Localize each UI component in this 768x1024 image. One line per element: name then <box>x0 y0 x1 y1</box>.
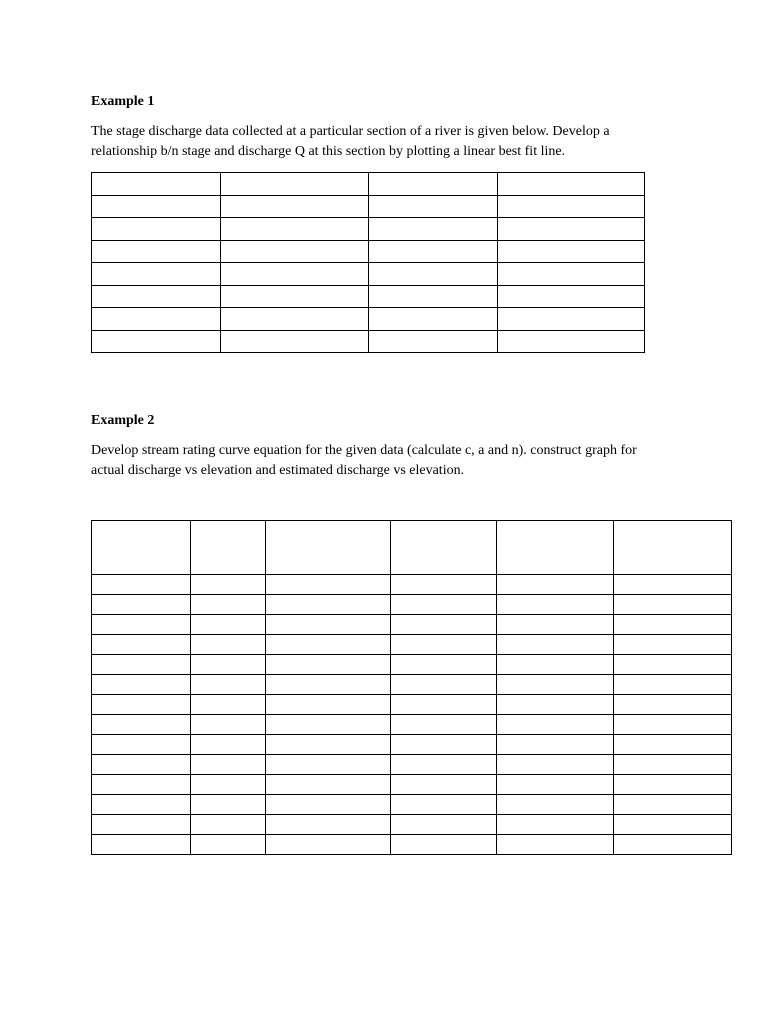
example-2-table-cell <box>92 615 191 635</box>
example-2-table-cell <box>92 635 191 655</box>
example-2-table-row <box>92 655 732 675</box>
example-1-table-cell <box>498 285 645 308</box>
example-2-table-cell <box>92 835 191 855</box>
example-2-table-row <box>92 775 732 795</box>
example-2-table-cell <box>614 735 732 755</box>
example-1-table-row <box>92 308 645 331</box>
example-2-table-cell <box>391 655 497 675</box>
example-1-description <box>91 122 691 162</box>
example-2-table-cell <box>497 655 614 675</box>
example-2-table-cell <box>391 575 497 595</box>
example-2-table-cell <box>92 735 191 755</box>
example-1-table <box>91 172 645 353</box>
example-2-table-cell <box>266 655 391 675</box>
example-1-table-cell <box>221 285 369 308</box>
example-2-description <box>91 441 691 481</box>
example-1-table-row <box>92 195 645 218</box>
example-2-table-cell <box>497 795 614 815</box>
example-2-table-cell <box>266 635 391 655</box>
example-1-table-cell <box>498 173 645 196</box>
example-2-table-cell <box>191 575 266 595</box>
example-2-table-cell <box>391 675 497 695</box>
example-1-table-cell <box>221 195 369 218</box>
example-2-table-cell <box>614 795 732 815</box>
example-1-table-cell <box>92 308 221 331</box>
example-1-table-cell <box>92 240 221 263</box>
example-2-table-cell <box>614 575 732 595</box>
example-2-table-cell <box>391 795 497 815</box>
example-2-table-cell <box>266 715 391 735</box>
example-2-table-cell <box>391 735 497 755</box>
example-1-table-body <box>92 173 645 353</box>
example-1-table-row <box>92 240 645 263</box>
example-1-description-line-2: relationship b/n stage and discharge Q at this section by plotting a linear best fit line. <box>91 144 566 159</box>
example-2-table-cell <box>391 715 497 735</box>
example-1-table-cell <box>92 218 221 241</box>
example-2-table-row <box>92 595 732 615</box>
example-2-table-cell <box>497 595 614 615</box>
example-1-table-cell <box>221 330 369 353</box>
example-2-table-row <box>92 815 732 835</box>
example-2-description-line-2: actual discharge vs elevation and estimated discharge vs elevation. <box>91 463 465 478</box>
example-2-table-cell <box>92 595 191 615</box>
example-2-table-cell <box>614 595 732 615</box>
example-2-table-cell <box>497 715 614 735</box>
example-2-table-cell <box>191 615 266 635</box>
example-1-table-row <box>92 173 645 196</box>
example-1-table-cell <box>92 173 221 196</box>
example-2-table-cell <box>191 835 266 855</box>
example-2-table-cell <box>191 815 266 835</box>
example-1-table-row <box>92 263 645 286</box>
example-1-table-cell <box>221 218 369 241</box>
example-1-table-cell <box>369 218 498 241</box>
example-2-table-cell <box>497 815 614 835</box>
example-2-table-cell <box>191 795 266 815</box>
example-2-table-cell <box>266 575 391 595</box>
example-2-table-cell <box>497 695 614 715</box>
example-2-table-cell <box>191 735 266 755</box>
example-2-table-row <box>92 695 732 715</box>
example-2-table-cell <box>614 521 732 575</box>
example-2-table-cell <box>191 675 266 695</box>
example-2-table-cell <box>497 635 614 655</box>
example-2-table-cell <box>497 675 614 695</box>
example-1-table-cell <box>498 263 645 286</box>
example-2-table-cell <box>391 815 497 835</box>
example-1-table-cell <box>221 263 369 286</box>
example-2-table-cell <box>391 695 497 715</box>
example-1-description-line-1: The stage discharge data collected at a particular section of a river is given below. Develop a <box>91 124 610 139</box>
example-2-table-cell <box>497 755 614 775</box>
example-2-table-cell <box>266 775 391 795</box>
example-2-table-cell <box>191 655 266 675</box>
example-1-table-cell <box>92 263 221 286</box>
example-2-table <box>91 520 732 855</box>
example-2-table-cell <box>614 835 732 855</box>
example-1-table-cell <box>498 195 645 218</box>
example-2-table-cell <box>266 615 391 635</box>
example-2-table-cell <box>614 635 732 655</box>
example-1-table-cell <box>369 173 498 196</box>
example-1-table-row <box>92 285 645 308</box>
example-2-table-cell <box>191 595 266 615</box>
example-2-table-cell <box>191 635 266 655</box>
example-2-table-cell <box>391 615 497 635</box>
example-1-table-cell <box>221 308 369 331</box>
example-2-table-row <box>92 735 732 755</box>
example-2-table-cell <box>266 755 391 775</box>
example-2-table-cell <box>391 635 497 655</box>
example-2-table-cell <box>614 755 732 775</box>
example-1-table-cell <box>369 285 498 308</box>
example-2-table-cell <box>92 575 191 595</box>
example-2-table-cell <box>391 835 497 855</box>
example-1-table-cell <box>92 330 221 353</box>
example-2-table-cell <box>614 815 732 835</box>
example-2-table-cell <box>92 775 191 795</box>
example-2-table-cell <box>266 695 391 715</box>
example-2-table-cell <box>266 521 391 575</box>
example-2-table-row <box>92 835 732 855</box>
example-2-table-cell <box>92 521 191 575</box>
example-2-table-cell <box>92 715 191 735</box>
example-2-table-cell <box>497 575 614 595</box>
example-2-description-line-1: Develop stream rating curve equation for the given data (calculate c, a and n). construct graph for <box>91 443 637 458</box>
example-1-table-cell <box>369 330 498 353</box>
example-2-table-cell <box>614 695 732 715</box>
example-1-table-cell <box>221 240 369 263</box>
example-1-table-row <box>92 330 645 353</box>
example-2-table-cell <box>391 595 497 615</box>
example-1-table-cell <box>369 263 498 286</box>
example-2-table-cell <box>92 755 191 775</box>
example-2-table-cell <box>92 695 191 715</box>
example-2-table-cell <box>497 775 614 795</box>
example-2-table-cell <box>92 655 191 675</box>
example-1-table-cell <box>369 308 498 331</box>
example-1-table-cell <box>498 240 645 263</box>
example-2-table-cell <box>391 521 497 575</box>
example-2-table-cell <box>614 675 732 695</box>
example-2-table-cell <box>92 675 191 695</box>
example-2-table-row <box>92 715 732 735</box>
example-2-table-cell <box>614 615 732 635</box>
example-2-table-cell <box>266 595 391 615</box>
example-2-table-cell <box>266 675 391 695</box>
example-2-table-row <box>92 521 732 575</box>
example-2-table-cell <box>266 735 391 755</box>
example-2-table-cell <box>92 815 191 835</box>
example-2-table-cell <box>391 755 497 775</box>
example-2-table-cell <box>266 835 391 855</box>
example-1-table-cell <box>369 195 498 218</box>
example-1-table-row <box>92 218 645 241</box>
example-2-table-row <box>92 755 732 775</box>
example-2-table-cell <box>391 775 497 795</box>
example-2-table-cell <box>191 695 266 715</box>
example-2-table-cell <box>497 835 614 855</box>
example-2-table-row <box>92 795 732 815</box>
example-2-table-cell <box>497 521 614 575</box>
example-1-table-cell <box>369 240 498 263</box>
example-2-table-cell <box>497 735 614 755</box>
example-2-table-row <box>92 675 732 695</box>
example-2-table-cell <box>191 521 266 575</box>
example-1-table-cell <box>498 308 645 331</box>
example-2-table-cell <box>497 615 614 635</box>
example-2-table-cell <box>191 775 266 795</box>
example-1-heading: Example 1 <box>91 94 155 109</box>
example-2-table-row <box>92 635 732 655</box>
example-1-table-cell <box>92 195 221 218</box>
example-2-table-cell <box>614 655 732 675</box>
example-1-table-cell <box>498 330 645 353</box>
example-2-table-cell <box>92 795 191 815</box>
example-2-table-cell <box>614 715 732 735</box>
example-2-table-cell <box>266 795 391 815</box>
example-2-table-cell <box>614 775 732 795</box>
example-1-table-cell <box>221 173 369 196</box>
example-2-table-cell <box>191 755 266 775</box>
example-1-table-cell <box>92 285 221 308</box>
example-1-table-cell <box>498 218 645 241</box>
example-2-table-body <box>92 521 732 855</box>
example-2-table-cell <box>191 715 266 735</box>
example-2-table-row <box>92 615 732 635</box>
example-2-table-cell <box>266 815 391 835</box>
example-2-table-row <box>92 575 732 595</box>
example-2-heading: Example 2 <box>91 413 155 428</box>
